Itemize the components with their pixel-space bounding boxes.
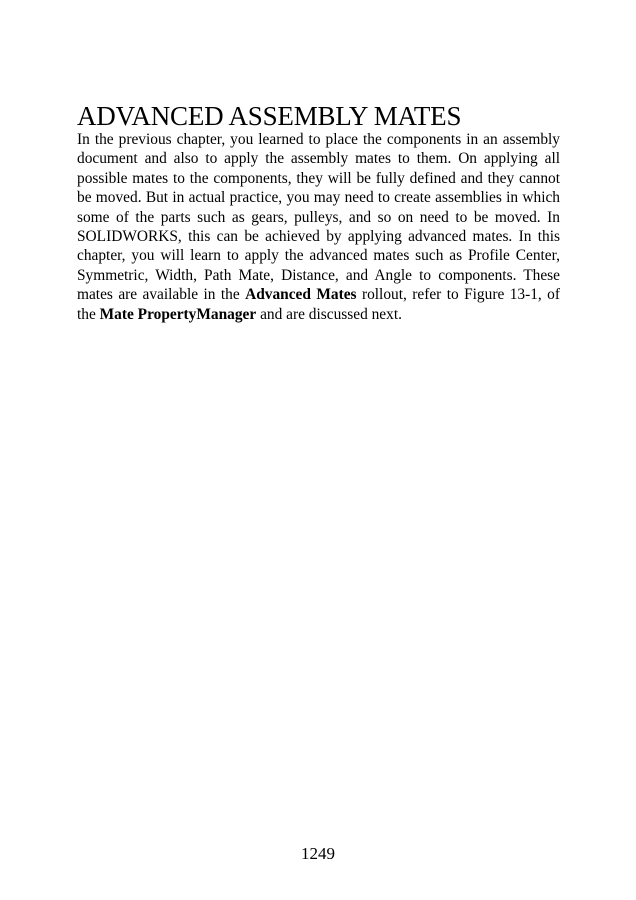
chapter-heading: ADVANCED ASSEMBLY MATES (77, 101, 462, 131)
page-number: 1249 (301, 844, 335, 863)
intro-paragraph (77, 130, 560, 324)
paragraph-text-2: rollout, refer to Figure 13-1, of the (77, 286, 560, 323)
mate-propertymanager-term: Mate PropertyManager (99, 305, 257, 323)
advanced-mates-term: Advanced Mates (245, 286, 357, 304)
paragraph-text-1: In the previous chapter, you learned to place the components in an assembly document and also to apply the assembly mates to them. On applying all possible mates to the components, they will be fully defined and they cannot be moved. But in actual practice, you may need to create assemblies in which some of the parts such as gears, pulleys, and so on need to be moved. In SOLIDWORKS, this can be achieved by applying advanced mates. In this chapter, you will learn to apply the advanced mates such as Profile Center, Symmetric, Width, Path Mate, Distance, and Angle to components. These mates are available in the (77, 131, 560, 304)
paragraph-text-3: and are discussed next. (256, 305, 402, 323)
